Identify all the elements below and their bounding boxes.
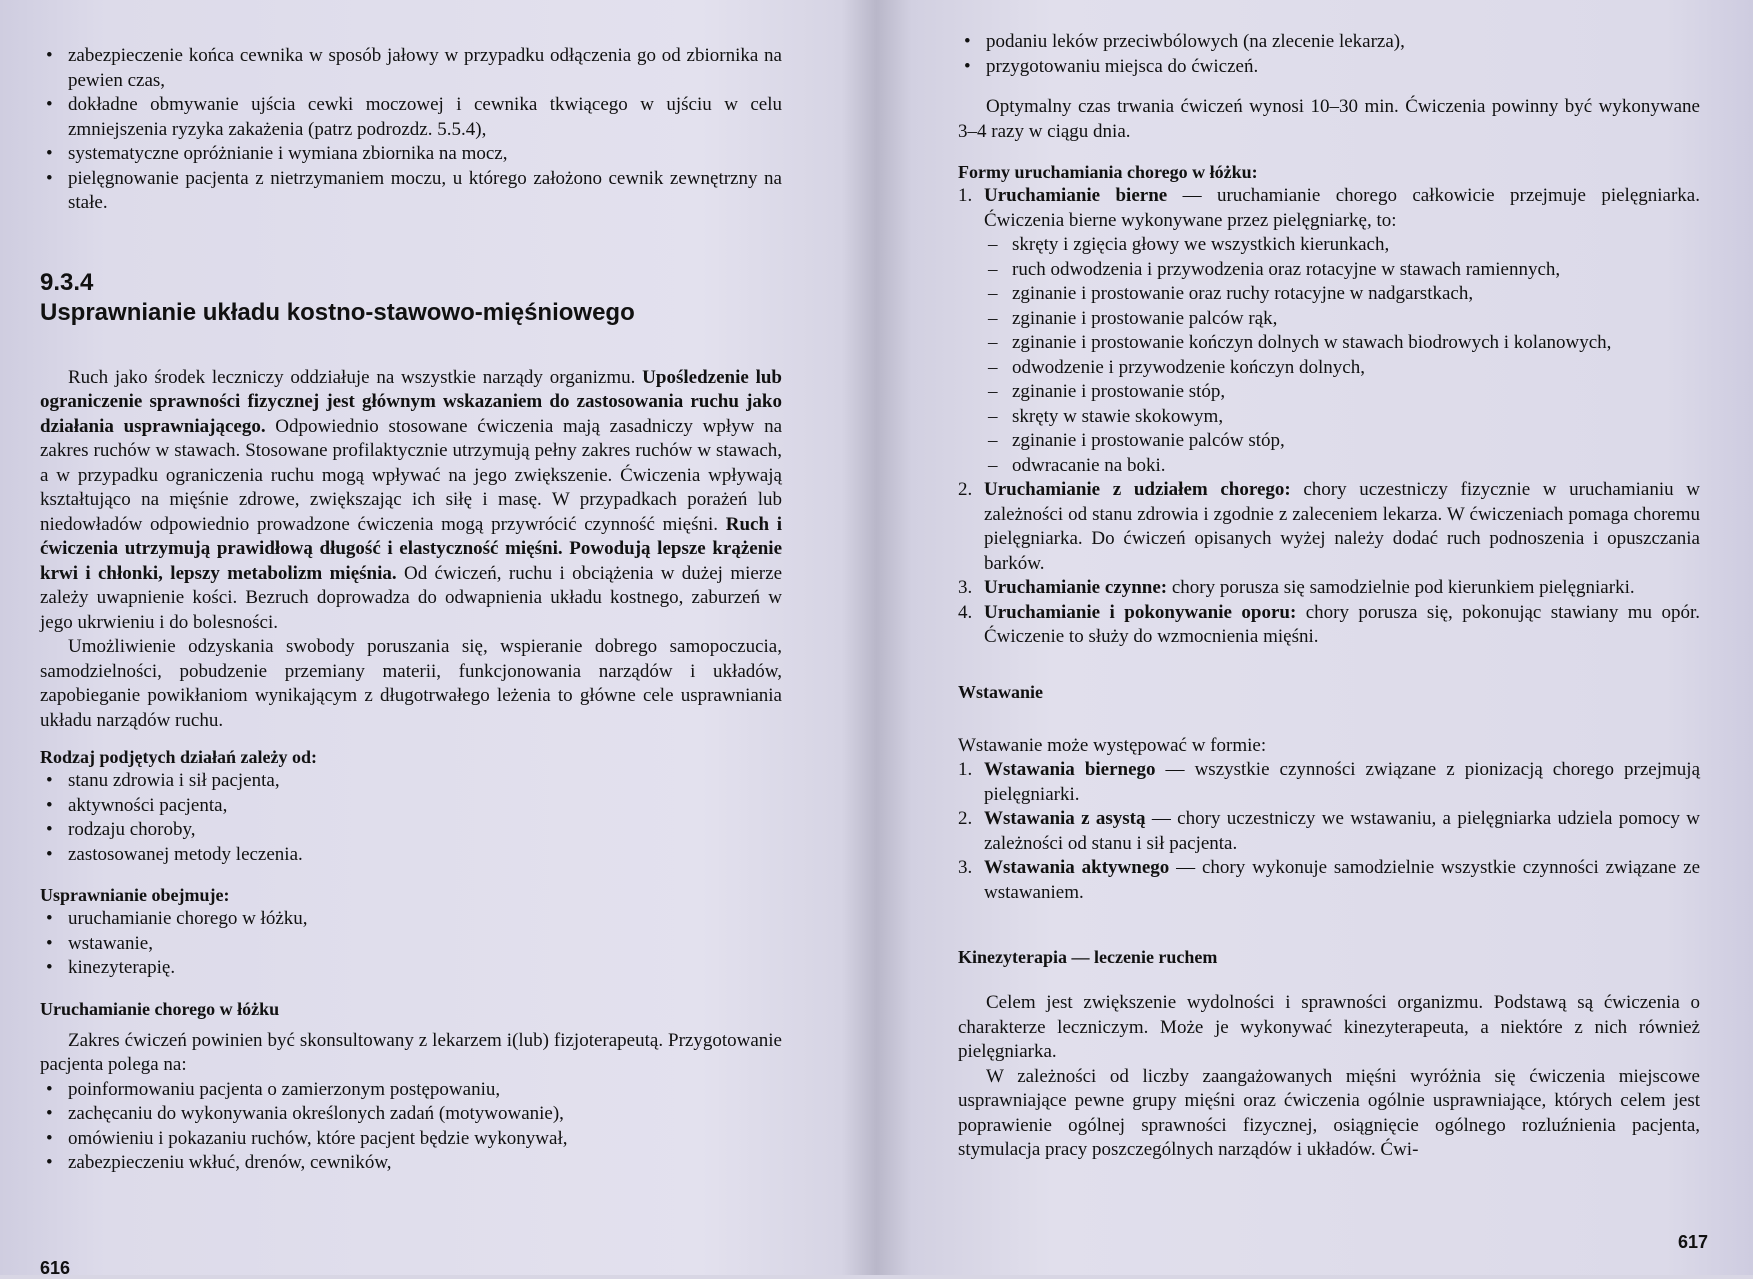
list-number: 2. — [958, 808, 973, 829]
text-span: chory porusza się, pokonując stawiany mu opór. Ćwiczenie to służy do wzmocnienia mięśni. — [984, 601, 1700, 647]
list-item: – zginanie i prostowanie oraz ruchy rotacyjne w nadgarstkach, — [984, 282, 1700, 307]
list-item: • systematyczne opróżnianie i wymiana zbiornika na mocz, — [40, 142, 782, 167]
list-item: – odwodzenie i przywodzenie kończyn dolnych, — [984, 356, 1700, 381]
bold-span: Wstawania z asystą — [984, 808, 1146, 829]
right-column — [958, 30, 1700, 1163]
text-span: Ruch jako środek leczniczy oddziałuje na wszystkie narządy organizmu. — [68, 366, 643, 388]
heading-wstawanie: Wstawanie — [958, 681, 1043, 702]
list-item: • omówieniu i pokazaniu ruchów, które pacjent będzie wykonywał, — [40, 1127, 782, 1152]
list-item: • dokładne obmywanie ujścia cewki moczowej i cewnika tkwiącego w ujściu w celu zmniejszenia ryzyka zakażenia (patrz podrozdz. 5.5.4), — [40, 93, 782, 142]
bold-span: Uruchamianie czynne: — [984, 577, 1168, 598]
list-item: – zginanie i prostowanie palców stóp, — [984, 429, 1700, 454]
page-number-left: 616 — [40, 1258, 71, 1278]
left-page — [0, 0, 860, 1278]
list-item — [958, 184, 1700, 478]
bold-span: Wstawania aktywnego — [984, 857, 1170, 878]
page-number-right: 617 — [1678, 1232, 1709, 1252]
usprawnianie-list — [40, 907, 782, 981]
bold-span: Ruch i ćwiczenia utrzymują prawidłową długość i elastyczność mięśni. Powodują lepsze krążenie krwi i chłonki, lepszy metabolizm mięśnia. — [40, 513, 782, 584]
list-number: 2. — [958, 479, 973, 500]
paragraph-zakres: Zakres ćwiczeń powinien być skonsultowany z lekarzem i(lub) fizjoterapeutą. Przygotowanie pacjenta polega na: — [40, 1029, 782, 1075]
list-item: • poinformowaniu pacjenta o zamierzonym postępowaniu, — [40, 1078, 782, 1103]
list-item: • wstawanie, — [40, 932, 782, 957]
list-item — [958, 601, 1700, 650]
section-title: Usprawnianie układu kostno-stawowo-mięśniowego — [40, 298, 635, 326]
paragraph-zaangazowanie: W zależności od liczby zaangażowanych mięśni wyróżnia się ćwiczenia miejscowe usprawniające pewne grupy mięśni oraz ćwiczenia ogólnie usprawniające, których celem jest poprawienie ogólnej sprawności fizycznej, osiągnięcie ogólnego rozluźnienia pacjenta, stymulacja pracy poszczególnych narządów i układów. Ćwi- — [958, 1065, 1700, 1160]
heading-kinezyterapia: Kinezyterapia — leczenie ruchem — [958, 947, 1218, 967]
list-number: 1. — [958, 185, 973, 206]
list-item: – skręty w stawie skokowym, — [984, 405, 1700, 430]
text-span: chory uczestniczy fizycznie w uruchamianiu w zależności od stanu zdrowia i zgodnie z zaleceniem lekarza. W ćwiczeniach pomaga choremu pielęgniarka. Do ćwiczeń opisanych wyżej należy dodać ruch podnoszenia i opuszczania barków. — [984, 479, 1700, 574]
paragraph-cele: Umożliwienie odzyskania swobody poruszania się, wspieranie dobrego samopoczucia, samodzielności, pobudzenie przemiany materii, funkcjonowania narządów i układów, zapobieganie powikłaniom wynikającym z długotrwałego leżenia to główne cele usprawniania układu narządów ruchu. — [40, 636, 782, 731]
paragraph-czas: Optymalny czas trwania ćwiczeń wynosi 10–30 min. Ćwiczenia powinny być wykonywane 3–4 razy w ciągu dnia. — [958, 96, 1700, 142]
list-number: 3. — [958, 857, 973, 878]
list-number: 3. — [958, 577, 973, 598]
list-item: • stanu zdrowia i sił pacjenta, — [40, 769, 782, 794]
list-item: – odwracanie na boki. — [984, 454, 1700, 479]
paragraph-cel: Celem jest zwiększenie wydolności i sprawności organizmu. Podstawą są ćwiczenia o charakterze leczniczym. Może je wykonywać kinezyterapeuta, a niektóre z nich również pielęgniarka. — [958, 992, 1700, 1062]
list-item — [958, 856, 1700, 905]
list-number: 1. — [958, 759, 973, 780]
text-span: chory porusza się samodzielnie pod kierunkiem pielęgniarki. — [1167, 577, 1635, 598]
bold-span: Uruchamianie bierne — [984, 185, 1168, 206]
bold-span: Wstawania biernego — [984, 759, 1156, 780]
text-span: Od ćwiczeń, ruchu i obciążenia w dużej mierze zależy uwapnienie kości. Bezruch doprowadza do odwapnienia układu kostnego, zaburzeń w jego ukrwieniu i do bolesności. — [40, 562, 782, 633]
text-span: — uruchamianie chorego całkowicie przejmuje pielęgniarka. Ćwiczenia bierne wykonywane przez pielęgniarkę, to: — [984, 185, 1700, 231]
list-item: • zastosowanej metody leczenia. — [40, 843, 782, 868]
list-item: • zabezpieczeniu wkłuć, drenów, cewników, — [40, 1151, 782, 1176]
list-number: 4. — [958, 601, 973, 623]
text-span: — chory wykonuje samodzielnie wszystkie czynności związane ze wstawaniem. — [984, 857, 1700, 903]
paragraph-wstawanie: Wstawanie może występować w formie: — [958, 734, 1267, 756]
list-item: • zachęcaniu do wykonywania określonych zadań (motywowanie), — [40, 1102, 782, 1127]
rodzaj-list — [40, 769, 782, 867]
left-top-bullets — [40, 44, 782, 216]
text-span: — wszystkie czynności związane z pionizacją chorego przejmują pielęgniarki. — [984, 759, 1700, 805]
list-item: • zabezpieczenie końca cewnika w sposób jałowy w przypadku odłączenia go od zbiornika na pewien czas, — [40, 44, 782, 93]
list-item: – zginanie i prostowanie kończyn dolnych w stawach biodrowych i kolanowych, — [984, 331, 1700, 356]
wstawanie-list — [958, 758, 1700, 905]
left-column — [40, 44, 782, 1176]
section-number: 9.3.4 — [40, 268, 94, 296]
heading-usprawnianie: Usprawnianie obejmuje: — [40, 885, 230, 905]
list-item — [958, 478, 1700, 576]
right-top-bullets — [958, 30, 1700, 79]
heading-formy: Formy uruchamiania chorego w łóżku: — [958, 162, 1258, 182]
list-item — [958, 576, 1700, 601]
przygotowanie-list — [40, 1078, 782, 1176]
list-item: • uruchamianie chorego w łóżku, — [40, 907, 782, 932]
right-page — [870, 0, 1753, 1275]
heading-uruchamianie: Uruchamianie chorego w łóżku — [40, 998, 280, 1019]
list-item — [958, 758, 1700, 807]
text-span: Odpowiednio stosowane ćwiczenia mają zasadniczy wpływ na zakres ruchów w stawach. Stosowane profilaktycznie utrzymują pełny zakres ruchów w stawach, a w przypadku ograniczenia ruchu mogą wpływać na jego zwiększenie. Ćwiczenia wpływają kształtująco na mięśnie zdrowe, zwiększając ich siłę i masę. W przypadkach porażeń lub niedowładów odpowiednio prowadzone ćwiczenia mogą przywrócić czynność mięśni. — [40, 415, 783, 535]
bierne-list — [984, 233, 1700, 478]
list-item: • rodzaju choroby, — [40, 818, 782, 843]
formy-list — [958, 184, 1700, 650]
text-span: — chory uczestniczy we wstawaniu, a pielęgniarka udziela pomocy w zależności od stanu i sił pacjenta. — [984, 808, 1700, 854]
list-item — [958, 807, 1700, 856]
list-item: – skręty i zgięcia głowy we wszystkich kierunkach, — [984, 233, 1700, 258]
bold-span: Upośledzenie lub ograniczenie sprawności fizycznej jest głównym wskazaniem do zastosowania ruchu jako działania usprawniającego. — [40, 366, 782, 437]
paragraph-ruch — [40, 366, 782, 636]
list-item: • aktywności pacjenta, — [40, 794, 782, 819]
list-item: – ruch odwodzenia i przywodzenia oraz rotacyjne w stawach ramiennych, — [984, 258, 1700, 283]
list-item: • kinezyterapię. — [40, 956, 782, 981]
list-item: • przygotowaniu miejsca do ćwiczeń. — [958, 55, 1700, 80]
list-item: • podaniu leków przeciwbólowych (na zlecenie lekarza), — [958, 30, 1700, 55]
bold-span: Uruchamianie i pokonywanie oporu: — [984, 601, 1297, 623]
heading-rodzaj: Rodzaj podjętych działań zależy od: — [40, 747, 317, 767]
list-item: – zginanie i prostowanie palców rąk, — [984, 307, 1700, 332]
list-item: – zginanie i prostowanie stóp, — [984, 380, 1700, 405]
list-item: • pielęgnowanie pacjenta z nietrzymaniem moczu, u którego założono cewnik zewnętrzny na stałe. — [40, 167, 782, 216]
bold-span: Uruchamianie z udziałem chorego: — [984, 479, 1291, 500]
